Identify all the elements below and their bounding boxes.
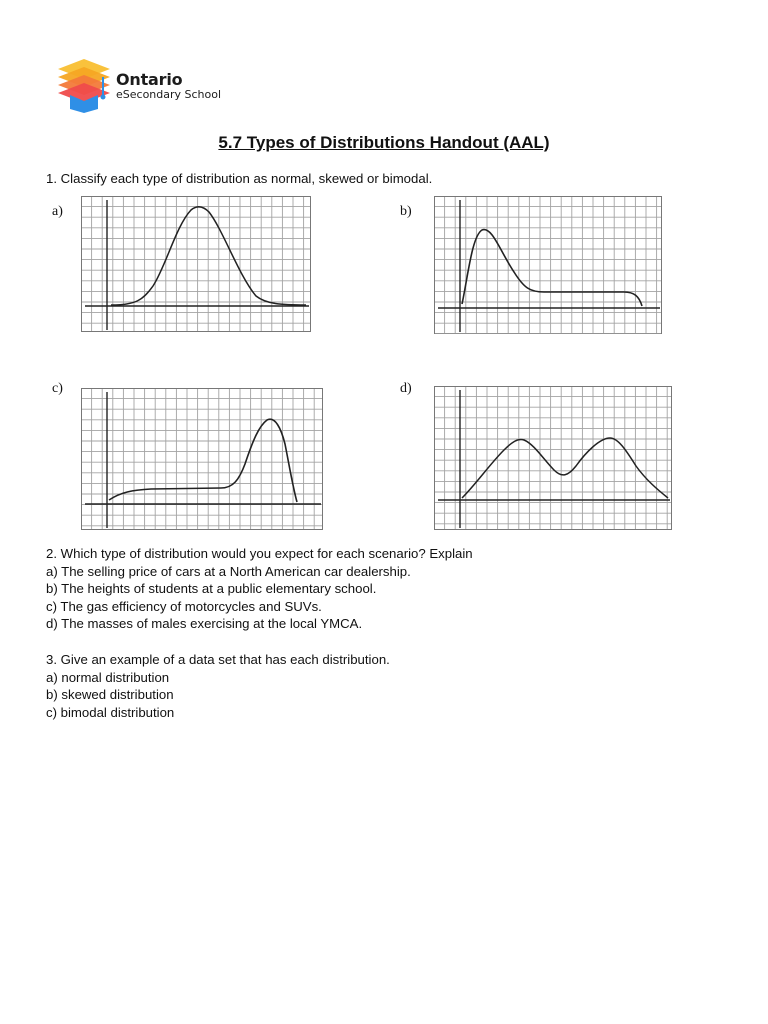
- question-3-item-c: c) bimodal distribution: [46, 704, 175, 720]
- graph-d: [434, 386, 672, 530]
- brand-subtitle: eSecondary School: [116, 88, 222, 101]
- question-2: [46, 545, 473, 633]
- skewed-right-curve: [462, 230, 642, 306]
- graph-d-label: d): [400, 381, 412, 396]
- graph-a: [81, 196, 311, 332]
- question-3: [46, 651, 390, 721]
- question-3-text: 3. Give an example of a data set that has each distribution.: [46, 652, 390, 667]
- question-2-item-a: a) The selling price of cars at a North American car dealership.: [46, 563, 411, 579]
- skewed-left-curve: [109, 419, 297, 502]
- question-3-item-a: a) normal distribution: [46, 669, 170, 685]
- brand-name: Ontario: [116, 70, 183, 89]
- question-2-item-c: c) The gas efficiency of motorcycles and SUVs.: [46, 598, 322, 614]
- graph-b-plot: [434, 196, 662, 334]
- bimodal-curve: [462, 438, 668, 498]
- question-3-item-b: b) skewed distribution: [46, 687, 174, 703]
- graph-c-plot: [81, 388, 323, 530]
- question-2-item-d: d) The masses of males exercising at the local YMCA.: [46, 616, 363, 632]
- graph-b: [434, 196, 662, 334]
- graph-c: [81, 388, 323, 530]
- graph-grid: [82, 389, 323, 530]
- graph-a-label: a): [52, 204, 63, 219]
- graph-d-plot: [434, 386, 672, 530]
- graph-b-label: b): [400, 204, 412, 219]
- graph-c-label: c): [52, 381, 63, 396]
- question-2-text: 2. Which type of distribution would you expect for each scenario? Explain: [46, 546, 473, 561]
- question-1-text: 1. Classify each type of distribution as normal, skewed or bimodal.: [46, 171, 433, 186]
- graph-grid: [435, 387, 672, 530]
- question-2-item-b: b) The heights of students at a public elementary school.: [46, 581, 377, 597]
- graph-grid: [82, 197, 311, 332]
- page-title: 5.7 Types of Distributions Handout (AAL): [218, 133, 550, 152]
- brand-logo: [54, 55, 234, 115]
- graph-a-plot: [81, 196, 311, 332]
- graduation-cap-stack-icon: [54, 55, 116, 113]
